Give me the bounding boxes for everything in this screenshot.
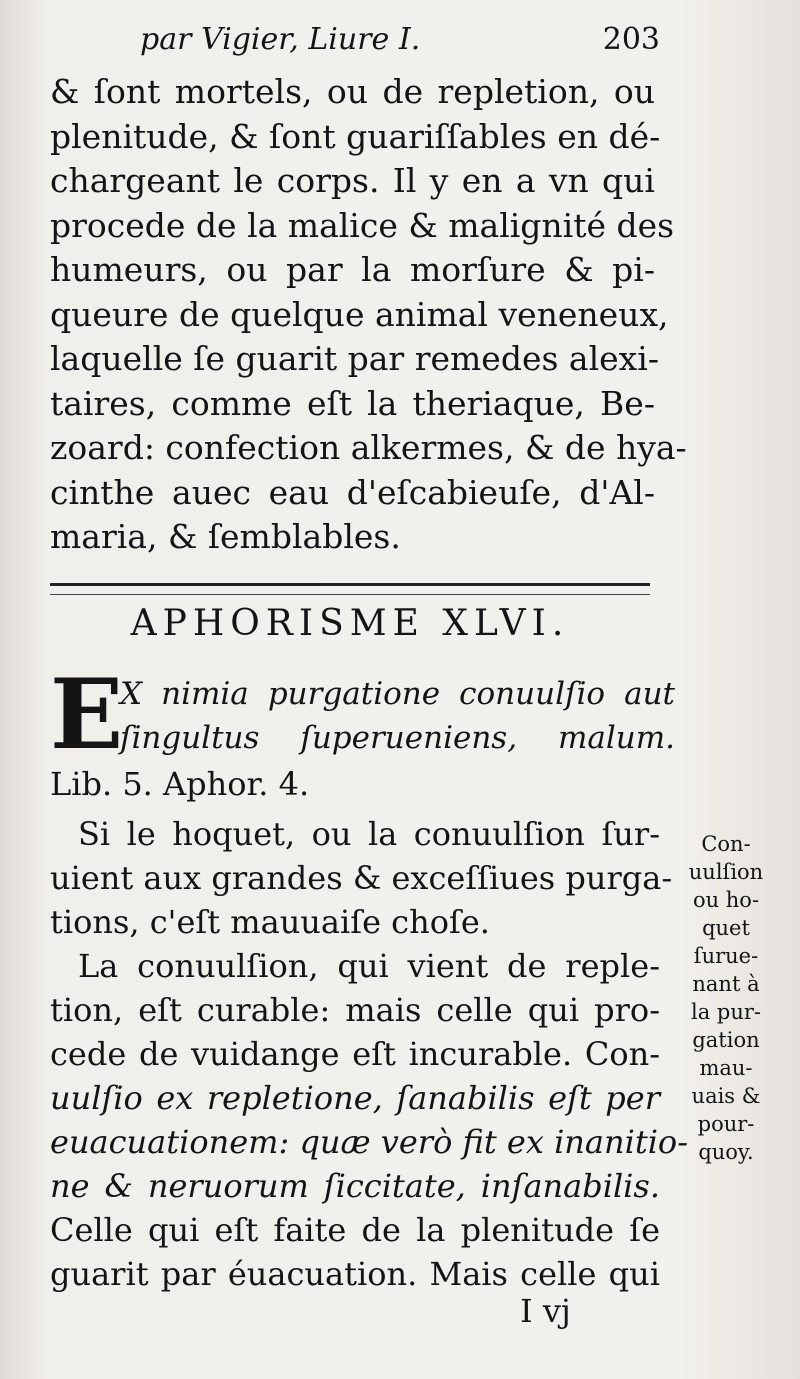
- latin-text-line: uulſio ex repletione, ſanabilis eſt per: [50, 1079, 660, 1117]
- margin-line: pour-: [697, 1112, 755, 1136]
- text-line: queure de quelque animal veneneux,: [50, 294, 669, 334]
- margin-line: ou ho-: [692, 888, 760, 912]
- drop-cap: E: [50, 658, 124, 771]
- margin-line: gation: [692, 1028, 760, 1052]
- margin-line: Con-: [701, 832, 751, 856]
- margin-line: quet: [702, 916, 750, 940]
- text-line: Celle qui eſt faite de la plenitude ſe: [50, 1211, 660, 1249]
- text-line: La conuulſion, qui vient de reple-: [78, 947, 660, 985]
- text-line: maria, & ſemblables.: [50, 517, 401, 556]
- text-line: tion, eſt curable: mais celle qui pro-: [50, 991, 660, 1029]
- aphorism-heading: APHORISME XLVI.: [130, 603, 570, 644]
- margin-line: nant à: [692, 972, 760, 996]
- text-line: tions, c'eſt mauuaiſe choſe.: [50, 903, 490, 941]
- text-line: taires, comme eſt la theriaque, Be-: [50, 383, 655, 423]
- translation-paragraph: [50, 812, 673, 944]
- latin-line: ſingultus ſuperueniens, malum.: [120, 720, 675, 756]
- aphorism-reference: Lib. 5. Aphor. 4.: [50, 765, 310, 803]
- margin-line: ſurue-: [693, 944, 759, 968]
- text-line: cinthe auec eau d'eſcabieuſe, d'Al-: [50, 472, 655, 512]
- margin-line: la pur-: [690, 1000, 761, 1024]
- text-line: uient aux grandes & exceſſiues purga-: [50, 859, 673, 897]
- latin-text-line: ne & neruorum ſiccitate, inſanabilis.: [50, 1167, 660, 1205]
- text-line: zoard: confection alkermes, & de hya-: [50, 428, 687, 467]
- page-number: 203: [602, 22, 660, 57]
- commentary-paragraph: [50, 944, 688, 1296]
- marginal-note: [676, 830, 776, 1166]
- latin-text-line: euacuationem: quæ verò fit ex inanitio-: [50, 1123, 688, 1161]
- running-head: [140, 22, 660, 62]
- latin-aphorism: [120, 672, 675, 760]
- margin-line: quoy.: [698, 1140, 754, 1164]
- section-divider: [50, 583, 650, 595]
- text-line: guarit par éuacuation. Mais celle qui: [50, 1255, 660, 1293]
- margin-line: mau-: [699, 1056, 753, 1080]
- latin-line: X nimia purgatione conuulſio aut: [120, 676, 675, 712]
- text-line: chargeant le corps. Il y en a vn qui: [50, 161, 655, 200]
- text-line: & ſont mortels, ou de repletion, ou: [50, 72, 655, 111]
- text-line: Si le hoquet, ou la conuulſion ſur-: [78, 815, 660, 853]
- text-line: laquelle ſe guarit par remedes alexi-: [50, 339, 659, 378]
- top-paragraph: [50, 70, 687, 560]
- text-line: humeurs, ou par la morſure & pi-: [50, 250, 655, 289]
- text-line: procede de la malice & malignité des: [50, 205, 675, 245]
- text-line: plenitude, & ſont guariſſables en dé-: [50, 116, 661, 156]
- text-line: cede de vuidange eſt incurable. Con-: [50, 1035, 660, 1073]
- catchword-signature: I vj: [520, 1292, 571, 1330]
- running-head-title: par Vigier, Liure I.: [140, 22, 421, 57]
- margin-line: uulſion: [688, 860, 764, 884]
- margin-line: uais &: [691, 1084, 761, 1108]
